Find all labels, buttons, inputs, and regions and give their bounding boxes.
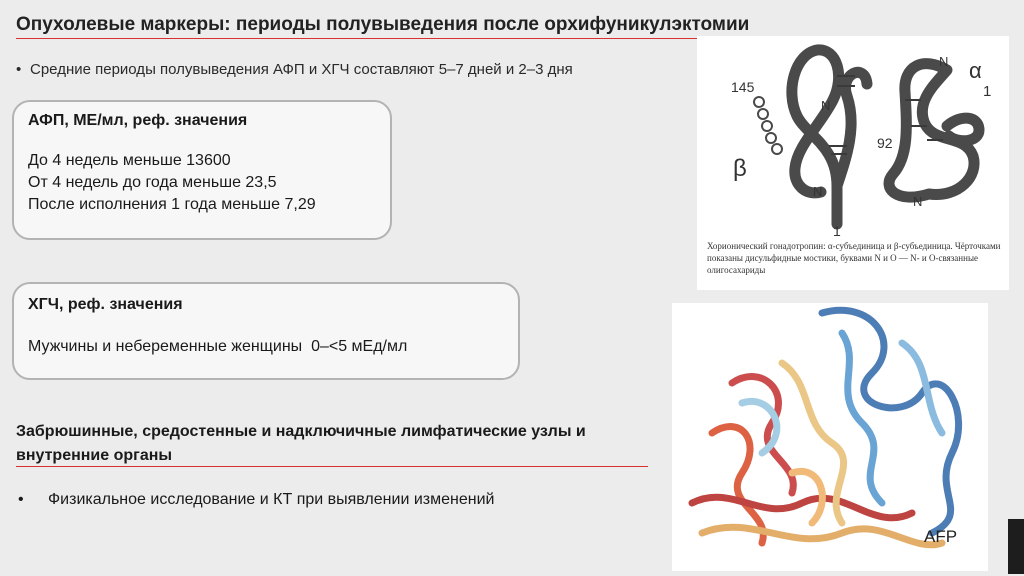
label-n: N — [821, 98, 831, 113]
afp-row: После исполнения 1 года меньше 7,29 — [28, 196, 316, 213]
label-n: N — [939, 54, 949, 69]
label-beta-1: 1 — [833, 223, 841, 236]
label-145: 145 — [731, 79, 755, 95]
label-n: N — [913, 194, 923, 209]
title-underline — [16, 38, 786, 39]
section-bullet-text: Физикальное исследование и КТ при выявлении изменений — [48, 491, 495, 508]
hcg-structure-diagram — [697, 36, 1009, 290]
afp-row: От 4 недель до года меньше 23,5 — [28, 174, 277, 191]
afp-protein-image — [672, 303, 988, 571]
afp-label: AFP — [924, 527, 958, 546]
hcg-row: Мужчины и небеременные женщины 0–<5 мЕд/мл — [28, 338, 408, 355]
hcg-reference-card — [12, 282, 520, 380]
bullet-dot: • — [16, 61, 22, 78]
intro-bullet-text: Средние периоды полувыведения АФП и ХГЧ составляют 5–7 дней и 2–3 дня — [30, 61, 573, 78]
o-linked-glycans — [754, 97, 782, 154]
label-beta: β — [733, 155, 747, 182]
hcg-chain-drawing — [697, 36, 1009, 236]
page-title: Опухолевые маркеры: периоды полувыведения после орхифуникулэктомии — [16, 14, 750, 35]
label-alpha: α — [969, 58, 982, 83]
label-alpha-1: 1 — [983, 83, 992, 100]
label-n: N — [813, 184, 823, 199]
section-underline — [16, 466, 648, 467]
alpha-loop — [947, 118, 979, 141]
section-heading: Забрюшинные, средостенные и надключичные лимфатические узлы и внутренние органы — [16, 423, 586, 464]
afp-row: До 4 недель меньше 13600 — [28, 152, 231, 169]
afp-card-heading: АФП, МЕ/мл, реф. значения — [28, 112, 248, 129]
edge-bar — [1008, 519, 1024, 574]
beta-loop — [837, 72, 867, 186]
label-92: 92 — [877, 135, 893, 151]
section-bullet — [18, 491, 494, 509]
afp-reference-card — [12, 100, 392, 240]
diagram-caption: Хорионический гонадотропин: α-субъединица и β-субъединица. Чёрточками показаны дисульфидные мостики, буквами N и O — N- и O-связанные олигосахариды — [707, 241, 1001, 275]
bullet-dot: • — [18, 491, 24, 508]
intro-bullet — [16, 61, 573, 78]
hcg-card-heading: ХГЧ, реф. значения — [28, 296, 183, 313]
alpha-chain — [889, 64, 974, 197]
